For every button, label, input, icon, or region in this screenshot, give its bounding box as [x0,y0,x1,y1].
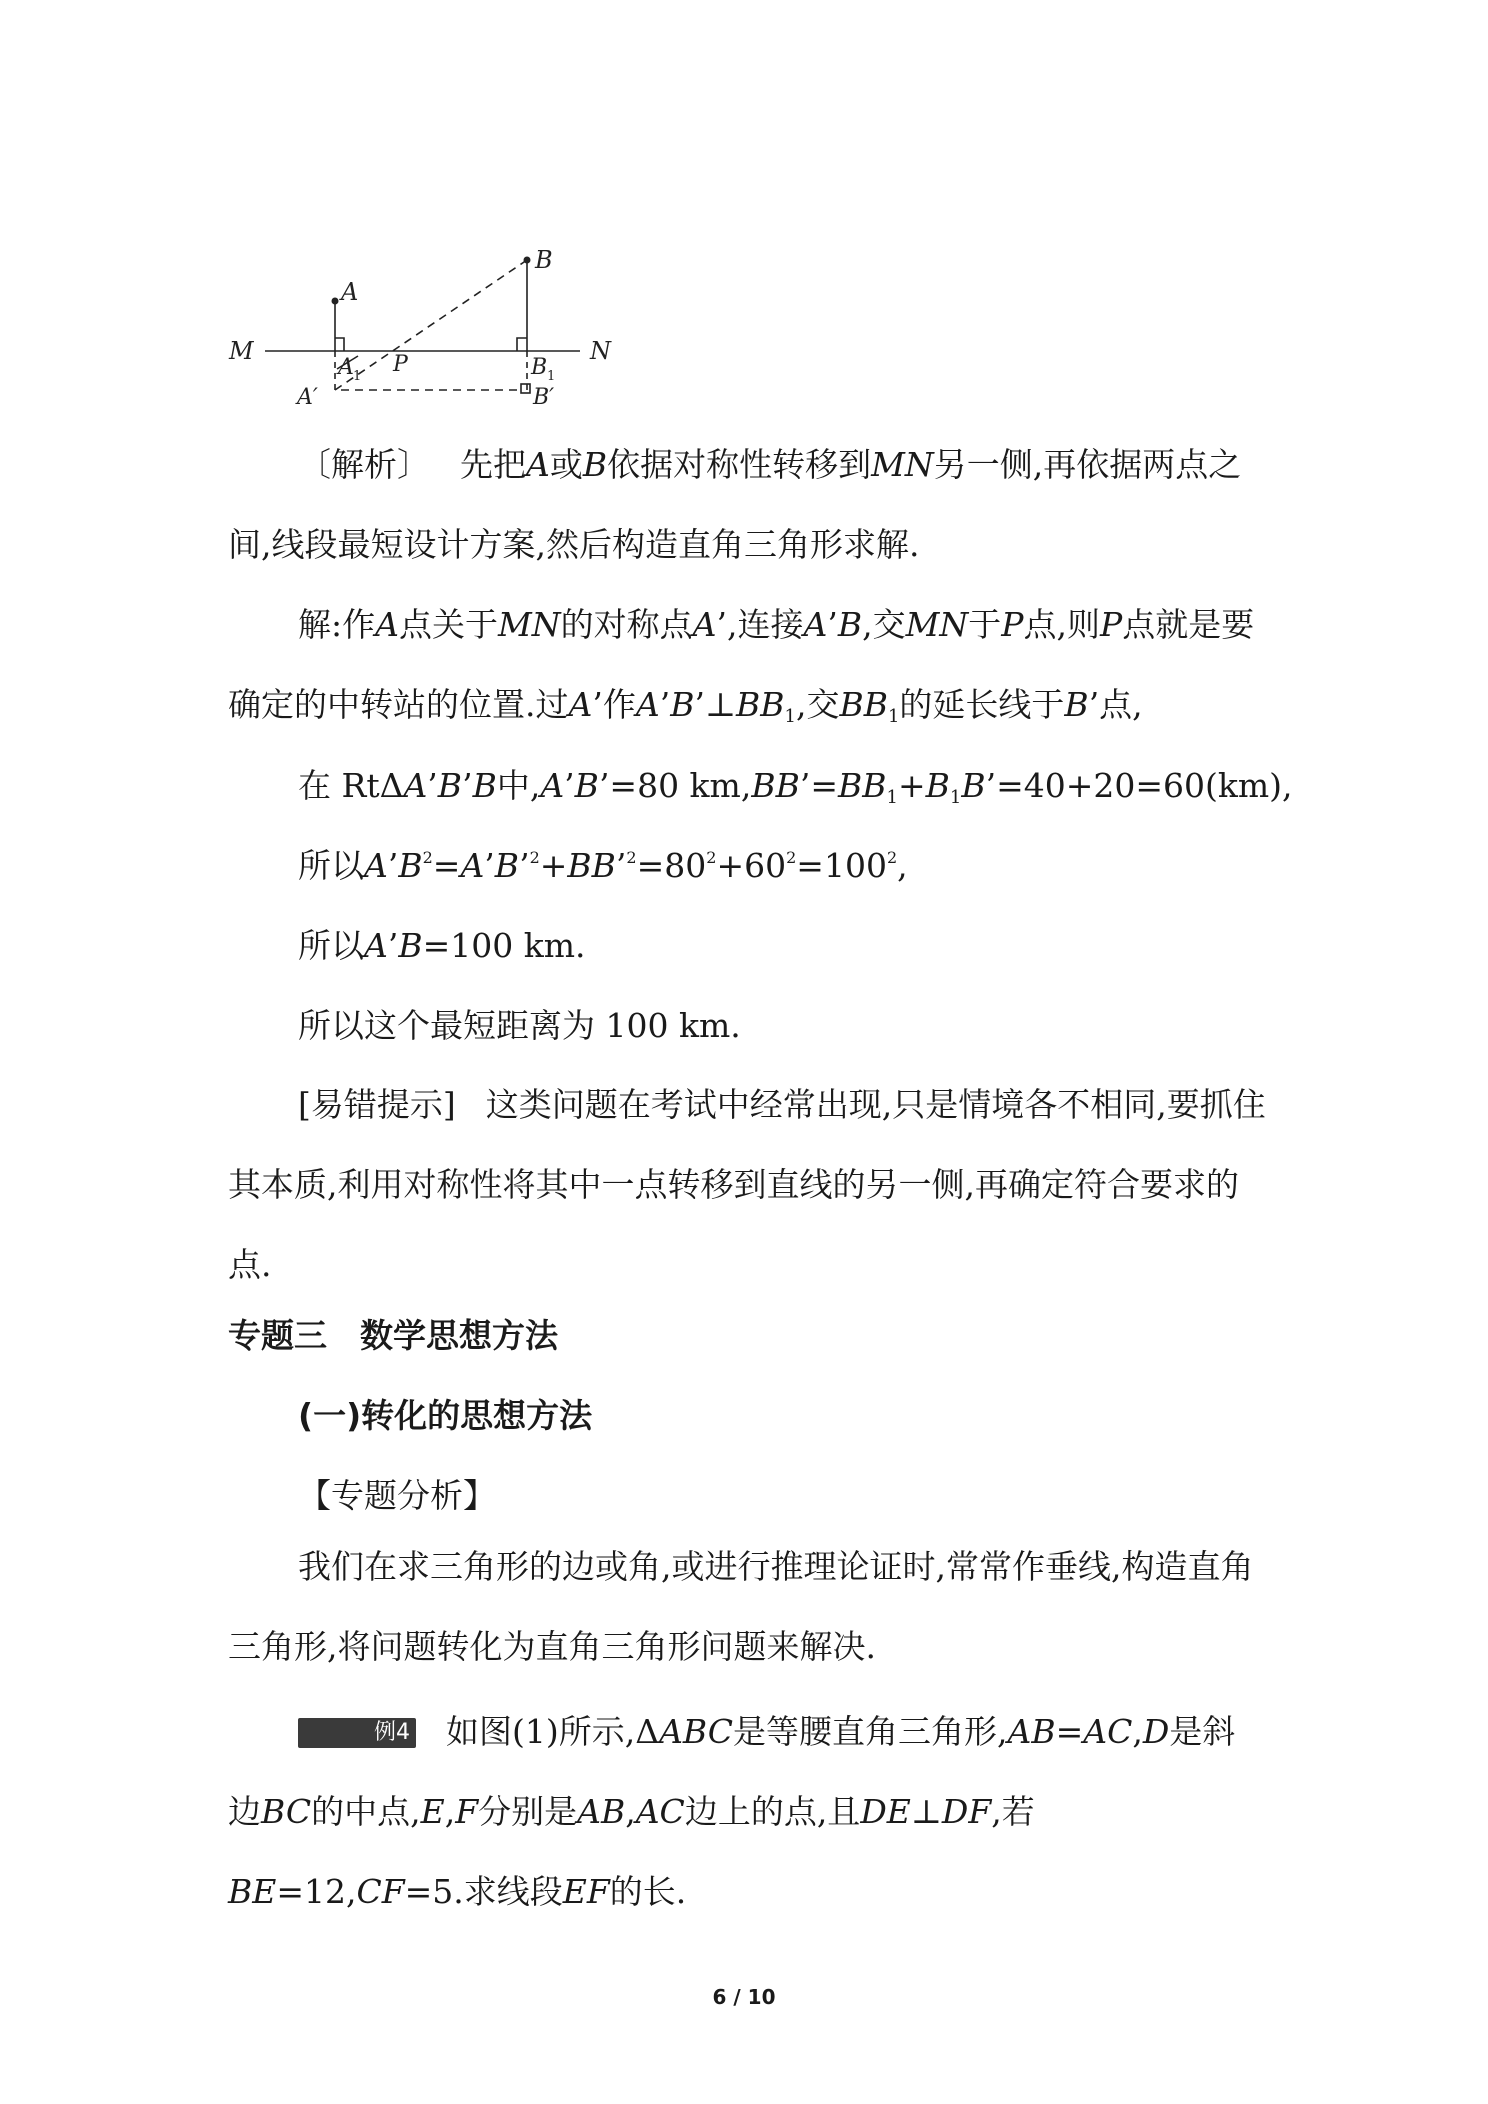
label-b1: B [531,355,548,380]
dashed-line-a-prime-b [335,260,527,390]
solution-paragraph: 解:作A点关于MN的对称点A’,连接A’B,交MN于P点,则P点就是要确定的中转站的位置.过A’作$A’B’\perp BB_1$,交$BB_1$的延长线于B’点, [228,605,1255,727]
page-number: 6 / 10 [712,1985,776,2009]
label-n: N [590,337,611,365]
solution-line-conclusion: 所以这个最短距离为 100 km. [298,1006,741,1045]
tip-paragraph: [易错提示] 这类问题在考试中经常出现,只是情境各不相同,要抓住其本质,利用对称性将其中一点转移到直线的另一侧,再确定符合要求的点. [228,1085,1266,1284]
label-b: B [535,246,553,274]
solution-line-result: 所以A’B=100 km. [298,926,586,965]
label-a1-sub: 1 [353,369,362,384]
analysis-label: 〔解析〕 [298,445,430,484]
point-a [332,298,339,305]
right-angle-mark-b [517,338,527,351]
label-b1-sub: 1 [547,369,556,384]
example-4-paragraph: 例4 如图(1)所示,ΔABC是等腰直角三角形,AB=AC,D是斜边BC的中点,E,F分别是AB,AC边上的点,且DE⊥DF,若BE=12,CF=5.求线段EF的长. [228,1712,1236,1911]
section-title: 专题三 数学思想方法 [228,1316,558,1355]
label-p: P [393,352,408,377]
section-subtitle: (一)转化的思想方法 [298,1396,593,1435]
geometry-figure [225,238,645,418]
solution-line-rt-triangle: 在 RtΔA’B’B中,A’B’=80 $km,BB’=BB_1+B_1B’=40+20=60(km)$, [298,766,1293,808]
label-a-prime: A′ [297,385,318,410]
tip-label: [易错提示] [298,1085,456,1124]
label-a1: A [338,355,354,380]
point-b [524,257,531,264]
label-m: M [229,337,254,365]
analysis-paragraph: 〔解析〕 先把A或B依据对称性转移到MN另一侧,再依据两点之间,线段最短设计方案,然后构造直角三角形求解. [228,445,1242,564]
label-a: A [341,278,359,306]
example-badge: 例4 [298,1718,416,1748]
topic-analysis-paragraph: 我们在求三角形的边或角,或进行推理论证时,常常作垂线,构造直角三角形,将问题转化为直角三角形问题来解决. [228,1547,1254,1666]
solution-line-pythagoras: 所以$A’B^2=A’B’^2+BB’^2=80^2+60^2=100^2$, [298,846,908,885]
topic-analysis-label: 【专题分析】 [298,1476,496,1515]
right-angle-mark-a [335,338,344,351]
label-b-prime: B′ [533,385,555,410]
right-angle-mark-b-prime [521,384,530,393]
